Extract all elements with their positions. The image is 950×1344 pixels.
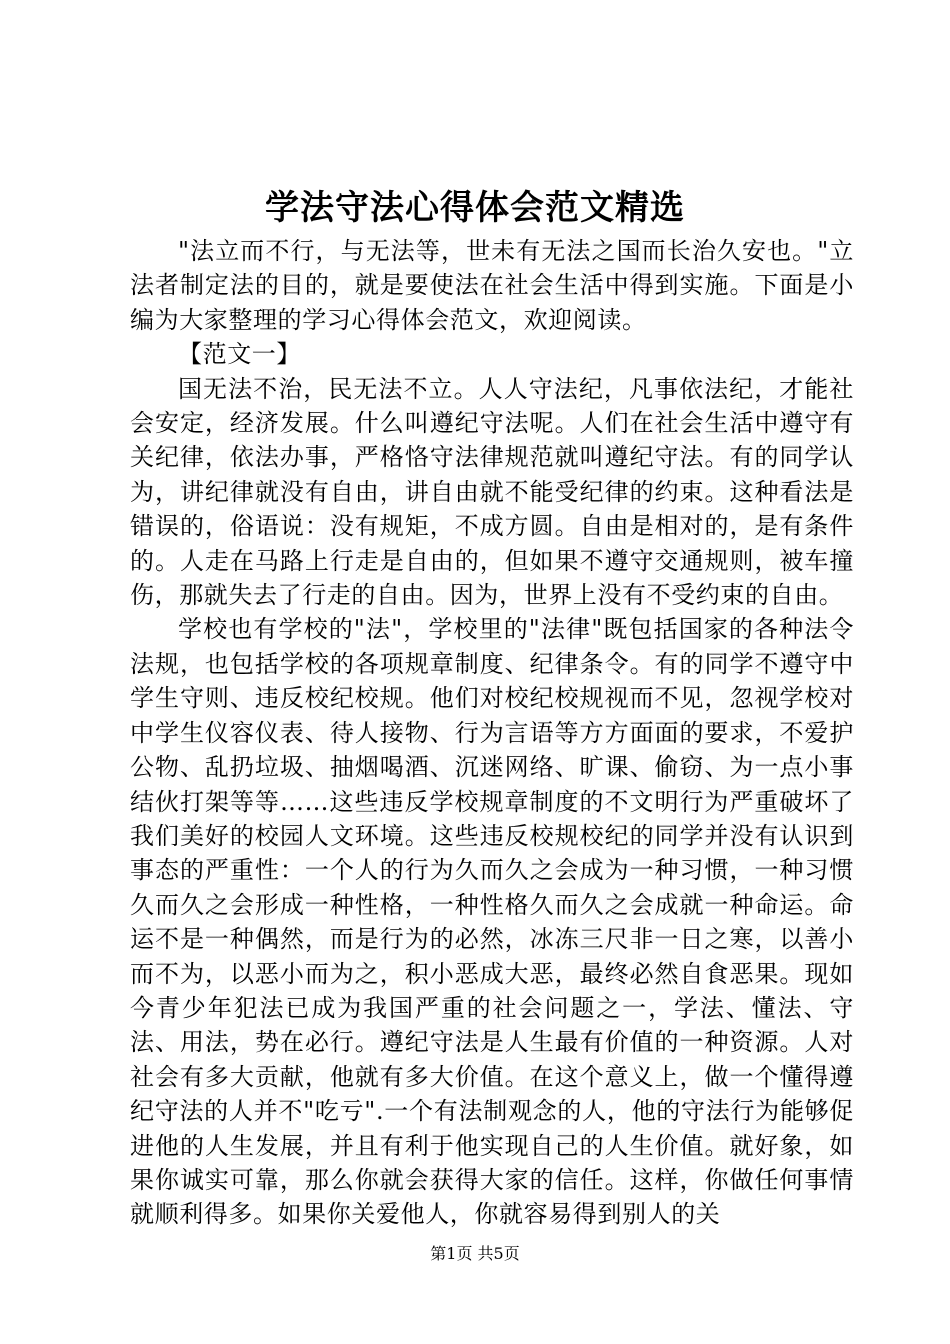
paragraph-heading: 【范文一】	[178, 340, 301, 369]
paragraph-intro: "法立而不行，与无法等，世未有无法之国而长治久安也。"立法者制定法的目的，就是要使法在社会生活中得到实施。下面是小编为大家整理的学习心得体会范文，欢迎阅读。	[130, 237, 854, 334]
page-footer: 第1页 共5页	[430, 1244, 520, 1263]
paragraph-1: 国无法不治，民无法不立。人人守法纪，凡事依法纪，才能社会安定，经济发展。什么叫遵纪守法呢。人们在社会生活中遵守有关纪律，依法办事，严格恪守法律规范就叫遵纪守法。有的同学认为，讲纪律就没有自由，讲自由就不能受纪律的约束。这种看法是错误的，俗语说：没有规矩，不成方圆。自由是相对的，是有条件的。人走在马路上行走是自由的，但如果不遵守交通规则，被车撞伤，那就失去了行走的自由。因为，世界上没有不受约束的自由。	[130, 374, 854, 610]
paragraph-2: 学校也有学校的"法"，学校里的"法律"既包括国家的各种法令法规，也包括学校的各项规章制度、纪律条令。有的同学不遵守中学生守则、违反校纪校规。他们对校纪校规视而不见，忽视学校对中学生仪容仪表、待人接物、行为言语等方方面面的要求，不爱护公物、乱扔垃圾、抽烟喝酒、沉迷网络、旷课、偷窃、为一点小事结伙打架等等……这些违反学校规章制度的不文明行为严重破坏了我们美好的校园人文环境。这些违反校规校纪的同学并没有认识到事态的严重性：一个人的行为久而久之会成为一种习惯，一种习惯久而久之会形成一种性格，一种性格久而久之会成就一种命运。命运不是一种偶然，而是行为的必然，冰冻三尺非一日之寒，以善小而不为，以恶小而为之，积小恶成大恶，最终必然自食恶果。现如今青少年犯法已成为我国严重的社会问题之一，学法、懂法、守法、用法，势在必行。遵纪守法是人生最有价值的一种资源。人对社会有多大贡献，他就有多大价值。在这个意义上，做一个懂得遵纪守法的人并不"吃亏".一个有法制观念的人，他的守法行为能够促进他的人生发展，并且有利于他实现自己的人生价值。就好象，如果你诚实可靠，那么你就会获得大家的信任。这样，你做任何事情就顺利得多。如果你关爱他人，你就容易得到别人的关	[130, 615, 854, 1229]
document-body	[130, 234, 854, 1232]
document-title: 学法守法心得体会范文精选	[265, 188, 685, 228]
